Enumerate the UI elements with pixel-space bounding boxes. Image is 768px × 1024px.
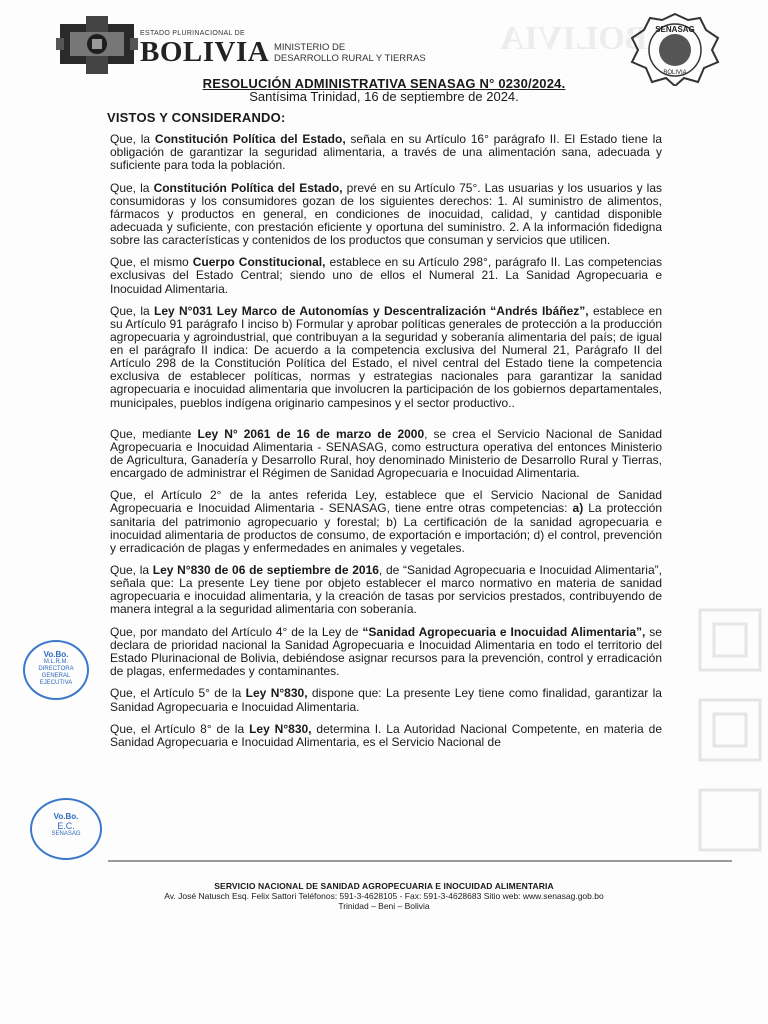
paragraph: Que, el Artículo 8° de la Ley N°830, determina I. La Autoridad Nacional Competente, en materia de Sanidad Agropecuaria e Inocuidad Alimentaria, es el Servicio Nacional de: [110, 721, 662, 750]
country-name: BOLIVIA: [140, 36, 270, 68]
senasag-seal-icon: [630, 12, 720, 86]
bolivia-coat-of-arms-icon: [56, 14, 138, 76]
resolution-title: RESOLUCIÓN ADMINISTRATIVA SENASAG N° 0230/2024.: [202, 76, 566, 91]
stamp-line: Vo.Bo.: [43, 650, 69, 659]
paragraph: Que, la Ley N°031 Ley Marco de Autonomías y Descentralización “Andrés Ibáñez”, establece en su Artículo 91 parágrafo I inciso b) Formular y aprobar políticas generales de protección a la producción agropecuaria y agroindustrial, que contribuyan a la seguridad y soberanía alimentaria del país; de igual en el parágrafo II indica: De acuerdo a la competencia exclusiva del Numeral 21, Parágrafo II del Artículo 298 de la Constitución Política del Estado, el nivel central del Estado tiene la competencia exclusiva de establecer políticas, normas y estrategias nacionales para garantizar la sanidad agropecuaria e inocuidad alimentaria que involucren la participación de los gobiernos departamentales, municipales, pueblos indígena originario campesinos y el sector productivo..: [110, 303, 663, 410]
estado-label: ESTADO PLURINACIONAL DE: [140, 30, 245, 37]
footer-address: Av. José Natusch Esq. Felix Sattori Teléfonos: 591-3-4628105 - Fax: 591-3-4628683 Sitio web: www.senasag.gob.bo: [164, 891, 604, 901]
approval-stamp: [30, 798, 102, 860]
watermark: BOLIVIA: [500, 20, 648, 57]
seal-sub: BOLIVIA: [663, 70, 687, 76]
footer-rule: [108, 860, 732, 862]
paragraph: Que, el Artículo 2° de la antes referida Ley, establece que el Servicio Nacional de Sanidad Agropecuaria e Inocuidad Alimentaria - SENASAG, tiene entre otras competencias: a) La protección sanitaria del patrimonio agropecuario y forestal; b) La certificación de la sanidad agropecuaria e inocuidad alimentaria de productos de consumo, de exportación e importación; d) el control, prevención y erradicación de plagas y enfermedades en animales y vegetales.: [110, 488, 662, 555]
paragraph: Que, la Constitución Política del Estado, señala en su Artículo 16° parágrafo II. El Estado tiene la obligación de garantizar la seguridad alimentaria, a través de una alimentación sana, adecuada y suficiente para toda la población.: [110, 132, 663, 173]
footer-city: Trinidad – Beni – Bolivia: [338, 901, 430, 911]
ministry-name: [274, 42, 426, 64]
stamp-line: DIRECTORA GENERAL: [38, 666, 74, 679]
stamp-line: SENASAG: [51, 831, 81, 837]
ornament-icon: [692, 600, 768, 860]
paragraph: Que, mediante Ley N° 2061 de 16 de marzo de 2000, se crea el Servicio Nacional de Sanidad Agropecuaria e Inocuidad Alimentaria - SENASAG, como estructura operativa del entonces Ministerio de Agricultura, Ganadería y Desarrollo Rural, hoy denominado Ministerio de Desarrollo Rural y Tierras, encargado de administrar el Régimen de Sanidad Agropecuaria e Inocuidad Alimentaria.: [110, 426, 662, 480]
seal-text: SENASAG: [655, 25, 695, 34]
document-body: [110, 133, 662, 758]
paragraph: Que, por mandato del Artículo 4° de la Ley de “Sanidad Agropecuaria e Inocuidad Alimentaria”, se declara de prioridad nacional la Sanidad Agropecuaria e Inocuidad Alimentaria en todo el territorio del Estado Plurinacional de Bolivia, debiéndose asignar recursos para la prevención, control y erradicación de plagas, enfermedades y contaminantes.: [110, 624, 662, 679]
paragraph: Que, la Constitución Política del Estado, prevé en su Artículo 75°. Las usuarias y los usuarios y las consumidoras y los consumidores gozan de los siguientes derechos: 1. Al suministro de alimentos, fármacos y productos en general, en condiciones de inocuidad, calidad, y cantidad disponible adecuada y suficiente, con prestación eficiente y oportuna del suministro. 2. A la información fidedigna sobre las características y contenidos de los productos que consuman y servicios que utilicen.: [110, 180, 663, 247]
paragraph: Que, la Ley N°830 de 06 de septiembre de 2016, de “Sanidad Agropecuaria e Inocuidad Alimentaria”, señala que: La presente Ley tiene por objeto establecer el marco normativo en materia de sanidad agropecuaria e inocuidad alimentaria, y la creación de tasas por servicios prestados, contribuyendo de manera integral a la seguridad alimentaria con soberanía.: [110, 563, 662, 617]
footer-org: SERVICIO NACIONAL DE SANIDAD AGROPECUARIA E INOCUIDAD ALIMENTARIA: [214, 881, 554, 891]
letterhead: [50, 10, 730, 76]
approval-stamp: [23, 640, 89, 700]
paragraph: Que, el mismo Cuerpo Constitucional, establece en su Artículo 298°, parágrafo II. Las competencias exclusivas del Estado Central; siendo uno de ellos el Numeral 21. La Sanidad Agropecuaria e Inocuidad Alimentaria.: [110, 255, 663, 296]
resolution-date: Santísima Trinidad, 16 de septiembre de 2024.: [249, 89, 519, 104]
ministry-line-2: DESARROLLO RURAL Y TIERRAS: [274, 53, 426, 64]
ministry-line-1: MINISTERIO DE: [274, 42, 346, 53]
stamp-line: M.L.R.M.: [43, 659, 69, 665]
section-heading: VISTOS Y CONSIDERANDO:: [107, 110, 286, 125]
stamp-line: EJECUTIVA: [39, 680, 73, 686]
stamp-line: E.C.: [57, 821, 75, 831]
stamp-line: Vo.Bo.: [53, 812, 79, 821]
paragraph: Que, el Artículo 5° de la Ley N°830, dispone que: La presente Ley tiene como finalidad, garantizar la Sanidad Agropecuaria e Inocuidad Alimentaria.: [110, 686, 662, 714]
